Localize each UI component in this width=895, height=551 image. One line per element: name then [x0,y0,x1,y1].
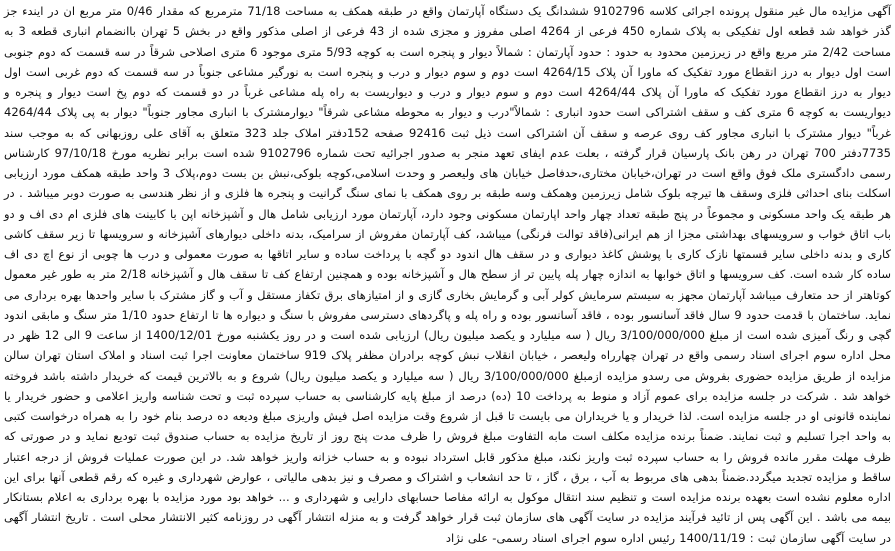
auction-notice-text: آگهی مزایده مال غیر منقول پرونده اجرائی کلاسه 9102796 ششدانگ یک دستگاه آپارتمان واقع در طبقه همکف به مساحت 71/18 مترمربع که مقدار 0/46 متر مربع ان در ایندء جز گذر خواهد شد قطعه اول تفکیکی به پلاک شماره 450 فرعی از 4264 اصلی مفروز و مجزی شده از 43 فرعی از اصلی مذکور واقع در بخش 5 تهران باانضمام انباری قطعه 3 به مساحت 2/42 متر مربع واقع در زیرزمین محدود به حدود : حدود آپارتمان : شمالاً دیوار و پنجره است به کوچه 5/93 متری موجود 6 متری اصلاحی شرقاً در سه قسمت که دوم جنوبی است اول دیوار به درز انقطاع مورد تفکیک که ماورا آن پلاک 4264/15 است دوم و سوم دیوار و درب و پنجره است به نورگیر مشاعی جنوباً در سه قسمت که دوم غربی است اول دیوار به درز انقطاع مورد تفکیک که ماورا آن پلاک 4264/44 است دوم و سوم دیوار و درب و دیواریست به راه پله مشاعی غرباً در دو قسمت که دوم پخ است دیوار و پنجره و دیواریست به کوچه 6 متری کف و سقف اشتراکی است حدود انباری : شمالاً"درب و دیوار به محوطه مشاعی شرقاً" دیوارمشترک با انباری مجاور جنوباً" دیوار به پی پلاک 4264/44 غرباً" دیوار مشترک با انباری مجاور کف روی عرصه و سقف آن اشتراکی است ذیل ثبت 92416 صفحه 152دفتر املاک جلد 323 متعلق به آقای علی روزبهانی که به موجب سند 7735دفتر 700 تهران در رهن بانک پارسیان قرار گرفته ، بعلت عدم ایفای تعهد منجر به صدور اجرائیه تحت شماره 9102796 شده است برابر نظریه مورخ 97/10/18 کارشناس رسمی دادگستری ملک فوق واقع است در تهران،خیابان مختاری،حدفاصل خیابان های ولیعصر و وحدت اسلامی،کوچه بلوکی،نبش بن بست دوم،پلاک 3 واحد طبقه همکف مورد ارزیابی اسکلت بنای احداثی فلزی وسقف ها تیرچه بلوک شامل زیرزمین وهمکف وسه طبقه بر روی همکف با نمای سنگ گرانیت و پنجره ها فلزی و از نظر هندسی به صورت دوبر میباشد . در هر طبقه یک واحد مسکونی و مجموعاً در پنج طبقه تعداد چهار واحد اپارتمان مسکونی وجود دارد، آپارتمان مورد ارزیابی شامل هال و آشپزخانه اپن با کابینت های فلزی ام دی اف و دو باب اتاق خواب و سرویسهای بهداشتی مجزا از هم ایرانی(فاقد توالت فرنگی) میباشد، کف آپارتمان مفروش از سرامیک، بدنه داخلی دیوارهای آشپزخانه و سرویسها تا زیر سقف کاشی کاری و بدنه داخلی سایر قسمتها نازک کاری با پوشش کاغذ دیواری و در سقف هال اندود دو گچه با پرداخت ساده و سایر اتاقها به صورت معمولی و درب ها چوبی از نوع اچ دی اف ساده کار شده است. کف سرویسها و اتاق خوابها به اندازه چهار پله پایین تر از سطح هال و آشپزخانه بوده و همچنین ارتفاع کف تا سقف هال و آشپزخانه 2/18 متر به طور غیر معمول کوتاهتر از حد متعارف میباشد آپارتمان مجهز به سیستم سرمایش کولر آبی و گرمایش بخاری گازی و از امتیازهای برق تکفاز مستقل و آب و گاز مشترک با سایر واحدها بهره برداری می نماید. ساختمان با قدمت حدود 9 سال فاقد آسانسور بوده ، فاقد آسانسور بوده و راه پله و پاگردهای دسترسی مفروش با سنگ و دیواره ها تا ارتفاع حدود 1/10 متر سنگ و مابقی اندود گچی و رنگ آمیزی شده است از مبلغ 3/100/000/000 ریال ( سه میلیارد و یکصد میلیون ریال) ارزیابی شده است و در روز یکشنبه مورخ 1400/12/01 از ساعت 9 الی 12 ظهر در محل اداره سوم اجرای اسناد رسمی واقع در تهران چهارراه ولیعصر ، خیابان انقلاب نبش کوچه برادران مظفر پلاک 919 ساختمان معاونت اجرا ثبت اسناد و املاک استان تهران سالن مزایده از طریق مزایده حضوری بفروش می رسدو مزایده ازمبلغ 3/100/000/000 ریال ( سه میلیارد و یکصد میلیون ریال) شروع و به بالاترین قیمت که خریدار داشته باشد فروخته خواهد شد . شرکت در جلسه مزایده برای عموم آزاد و منوط به پرداخت 10 (ده) درصد از مبلغ پایه کارشناسی به حساب سپرده ثبت و تحت شناسه واریز اعلامی و حضور خریدار یا نماینده قانونی او در جلسه مزایده است. لذا خریدار و یا خریداران می بایست تا قبل از شروع وقت مزایده اصل فیش واریزی مبلغ ودیعه ده درصد بنام خود را به همراه درخواست کتبی به واحد اجرا تسلیم و ثبت نمایند. ضمناً برنده مزایده مکلف است مابه التفاوت مبلغ فروش را ظرف مدت پنج روز از تاریخ مزایده به حساب صندوق ثبت تودیع نماید و در صورتی که ظرف مهلت مقرر مانده فروش را به حساب سپرده ثبت واریز نکند، مبلغ مذکور قابل استرداد نبوده و به حساب خزانه واریز خواهد شد. در این صورت عملیات فروش از درجه اعتبار ساقط و مزایده تجدید میگردد.ضمناً بدهی های مربوط به آب ، برق ، گاز ، تا حد انشعاب و اشتراک و مصرف و نیز بدهی مالیاتی ، عوارض شهرداری و غیره که رقم قطعی آنها برای این اداره معلوم نشده است بعهده برنده مزایده است و تنظیم سند انتقال موکول به ارائه مفاصا حسابهای دارایی و شهرداری و ... خواهد بود مورد مزایده با بهره برداری به اعلام بستانکار بیمه می باشد . این آگهی پس از تائید فرآیند مزایده در سایت آگهی های سازمان ثبت قرار خواهد گرفت و به منزله انتشار آگهی در روزنامه کثیر الانتشار محلی است . تاریخ انتشار آگهی در سایت آگهی سازمان ثبت : 1400/11/19 رئیس اداره سوم اجرای اسناد رسمی- علی نژاد [4,4,892,545]
